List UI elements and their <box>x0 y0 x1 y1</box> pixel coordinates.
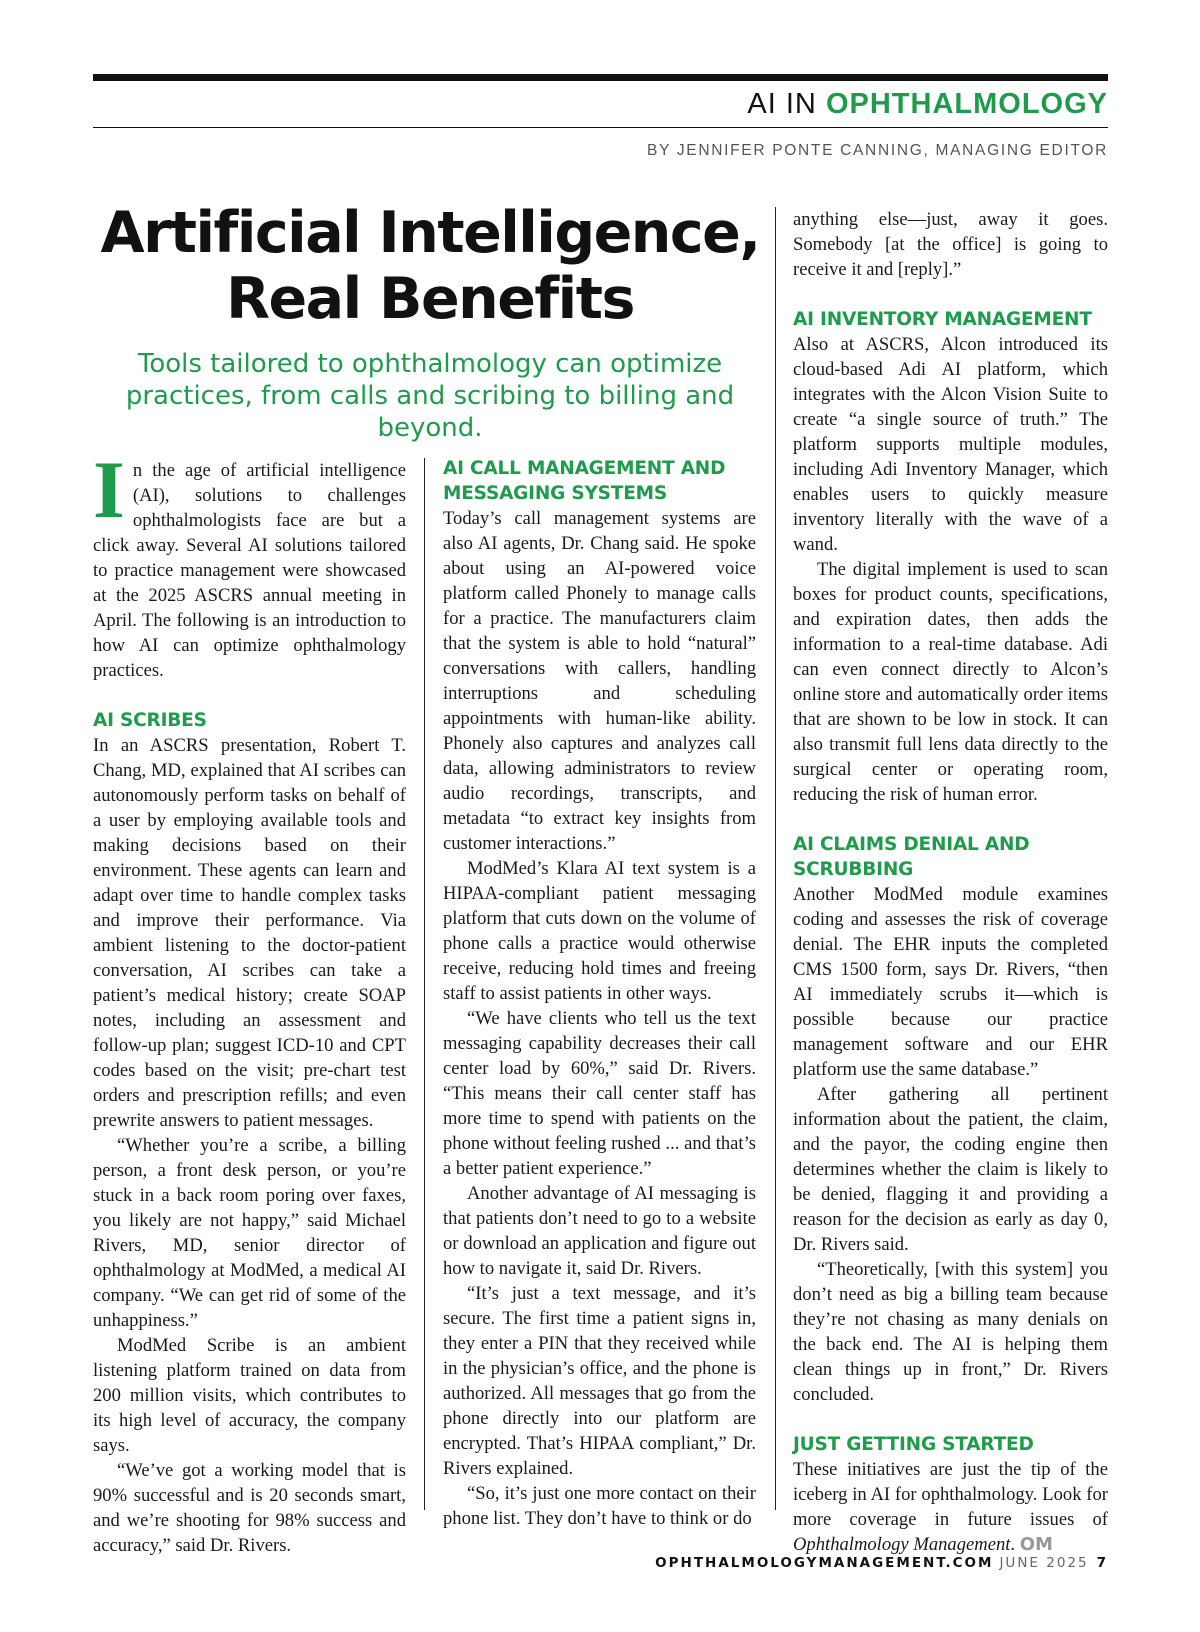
paragraph: “It’s just a text message, and it’s secure. The first time a patient signs in, they enter a PIN that they received while in the physician’s office, and the phone is authorized. All messages that go from the phone directly into our platform are encrypted. That’s HIPAA compliant,” Dr. Rivers explained. <box>443 1283 756 1479</box>
dek: Tools tailored to ophthalmology can optimize practices, from calls and scribing to billing and beyond. <box>125 349 735 443</box>
heading-claims-denial: AI CLAIMS DENIAL AND SCRUBBING <box>793 834 1030 880</box>
paragraph: Another advantage of AI messaging is that patients don’t need to go to a website or download an application and figure out how to navigate it, said Dr. Rivers. <box>443 1183 756 1279</box>
paragraph: In an ASCRS presentation, Robert T. Chang, MD, explained that AI scribes can autonomously perform tasks on behalf of a user by employing available tools and making decisions based on their environment. These agents can learn and adapt over time to handle complex tasks and improve their performance. Via ambient listening to the doctor-patient conversation, AI scribes can take a patient’s medical history; create SOAP notes, including an assessment and follow-up plan; suggest ICD-10 and CPT codes based on the visit; pre-chart test orders and prescription refills; and even prewrite answers to patient messages. <box>93 735 406 1131</box>
heading-call-management: AI CALL MANAGEMENT AND MESSAGING SYSTEMS <box>443 458 726 504</box>
paragraph: “Theoretically, [with this system] you don’t need as big a billing team because they’re not chasing as many denials on the back end. The AI is helping them clean things up in front,” Dr. Rivers concluded. <box>793 1259 1108 1405</box>
closing-paragraph <box>793 1457 1108 1557</box>
drop-cap: I <box>93 444 125 535</box>
column-divider-2 <box>775 207 776 1510</box>
footer-date: JUNE 2025 <box>999 1555 1089 1571</box>
footer <box>655 1555 1108 1571</box>
continued-paragraph: anything else—just, away it goes. Somebody [at the office] is going to receive it and [reply].” <box>793 209 1108 280</box>
publication-name: Ophthalmology Management <box>793 1534 1011 1555</box>
paragraph: “We have clients who tell us the text messaging capability decreases their call center load by 60%,” said Dr. Rivers. “This means their call center staff has more time to spend with patients on the phone without feeling rushed ... and that’s a better patient experience.” <box>443 1008 756 1179</box>
paragraph: Also at ASCRS, Alcon introduced its cloud-based Adi AI platform, which integrates with the Alcon Vision Suite to create “a single source of truth.” The platform supports multiple modules, including Adi Inventory Manager, which enables users to quickly measure inventory literally with the wave of a wand. <box>793 334 1108 555</box>
paragraph: Another ModMed module examines coding and assesses the risk of coverage denial. The EHR inputs the completed CMS 1500 form, says Dr. Rivers, “then AI immediately scrubs it—which is possible because our practice management software and our EHR platform use the same database.” <box>793 884 1108 1080</box>
paragraph: After gathering all pertinent information about the patient, the claim, and the payor, the coding engine then determines whether the claim is likely to be denied, flagging it and providing a reason for the decision as early as day 0, Dr. Rivers said. <box>793 1084 1108 1255</box>
column-2 <box>443 456 756 1531</box>
footer-site: OPHTHALMOLOGYMANAGEMENT.COM <box>655 1555 994 1571</box>
column-divider-1 <box>424 458 425 1510</box>
heading-inventory-management: AI INVENTORY MANAGEMENT <box>793 309 1092 330</box>
paragraph: “Whether you’re a scribe, a billing person, a front desk person, or you’re stuck in a back room poring over faxes, you likely are not happy,” said Michael Rivers, MD, senior director of ophthalmology at ModMed, a medical AI company. “We can get rid of some of the unhappiness.” <box>93 1135 406 1331</box>
paragraph: “We’ve got a working model that is 90% successful and is 20 seconds smart, and we’re shooting for 98% success and accuracy,” said Dr. Rivers. <box>93 1460 406 1556</box>
column-3 <box>793 207 1108 1557</box>
page-number: 7 <box>1096 1555 1108 1571</box>
top-rule <box>93 74 1108 81</box>
heading-just-getting-started: JUST GETTING STARTED <box>793 1434 1034 1455</box>
section-kicker-plain: AI IN <box>747 88 817 120</box>
paragraph: The digital implement is used to scan boxes for product counts, specifications, and expiration dates, then adds the information to a real-time database. Adi can even connect directly to Alcon’s online store and automatically order items that are shown to be low in stock. It can also transmit full lens data directly to the surgical center or operating room, reducing the risk of human error. <box>793 559 1108 805</box>
intro-paragraph <box>93 444 406 683</box>
heading-ai-scribes: AI SCRIBES <box>93 710 207 731</box>
paragraph: “So, it’s just one more contact on their phone list. They don’t have to think or do <box>443 1483 756 1529</box>
headline: Artificial Intelligence, Real Benefits <box>100 200 760 332</box>
column-1 <box>93 444 406 1558</box>
header-rule <box>93 127 1108 128</box>
section-kicker <box>747 88 1108 121</box>
intro-text: n the age of artificial intelligence (AI), solutions to challenges ophthalmologists face are but a click away. Several AI solutions tailored to practice management were showcased at the 2025 ASCRS annual meeting in April. The following is an introduction to how AI can optimize ophthalmology practices. <box>93 460 406 681</box>
paragraph: Today’s call management systems are also AI agents, Dr. Chang said. He spoke about using an AI-powered voice platform called Phonely to manage calls for a practice. The manufacturers claim that the system is able to hold “natural” conversations with callers, handling interruptions and scheduling appointments with human-like ability. Phonely also captures and analyzes call data, allowing administrators to review audio recordings, transcripts, and metadata “to extract key insights from customer interactions.” <box>443 508 756 854</box>
paragraph: ModMed’s Klara AI text system is a HIPAA-compliant patient messaging platform that cuts down on the volume of phone calls a practice would otherwise receive, reducing hold times and freeing staff to assist patients in other ways. <box>443 858 756 1004</box>
paragraph: ModMed Scribe is an ambient listening platform trained on data from 200 million visits, which contributes to its high level of accuracy, the company says. <box>93 1335 406 1456</box>
end-mark: OM <box>1019 1534 1053 1555</box>
closing-period: . <box>1010 1534 1016 1555</box>
section-kicker-accent: OPHTHALMOLOGY <box>825 88 1108 120</box>
closing-text: These initiatives are just the tip of the iceberg in AI for ophthalmology. Look for more coverage in future issues of <box>793 1459 1108 1530</box>
byline: BY JENNIFER PONTE CANNING, MANAGING EDITOR <box>647 142 1108 159</box>
